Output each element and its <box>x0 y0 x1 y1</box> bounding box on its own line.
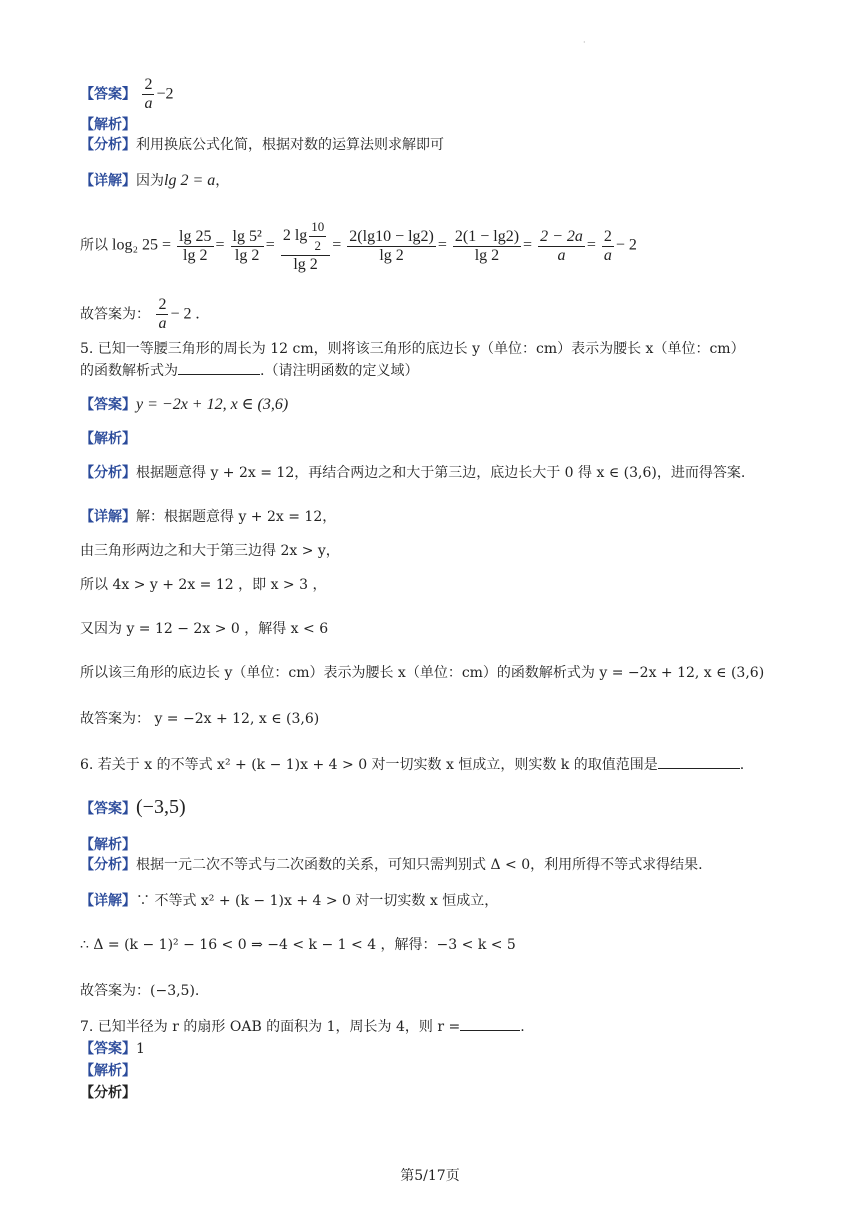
eq-frac-7: $\frac{2}{a}$ <box>603 227 612 264</box>
q6-stem-text: 6. 若关于 x 的不等式 x² + (k − 1)x + 4 > 0 对一切实数 x 恒成立，则实数 k 的取值范围是 <box>80 757 658 773</box>
detail-end: ， <box>215 173 230 189</box>
q5-detail <box>80 508 336 526</box>
answer-tag: 【答案】 <box>80 86 136 103</box>
so-prefix: 所以 <box>80 237 108 254</box>
fenxi-tag: 【分析】 <box>80 857 136 873</box>
eq-tail: − 2 <box>615 236 637 254</box>
q6-final: 故答案为：(−3,5). <box>80 983 200 999</box>
detail-prefix: 因为 <box>136 173 164 189</box>
analysis-tag: 【解析】 <box>80 837 136 853</box>
q5-step4: 所以该三角形的底边长 y（单位：cm）表示为腰长 x（单位：cm）的函数解析式为 y = −2x + 12, x ∈ (3,6) <box>80 665 765 681</box>
q5-stem-b: .（请注明函数的定义域） <box>260 363 419 379</box>
q4-equation: 所以 log₂ 25 = $\frac{\lg 25}{\lg 2}$ = $\frac{\text{lg 5²}}{\lg 2}$ = 2 lg $\frac{10}{2}$ lg 2 = $\frac{2(\lg 10 - \lg 2)}{\lg 2}$ = $\frac{2(1 - \lg 2)}{\lg 2}$ = $\frac{2 - 2a}{a}$ = $\frac{2}{a}$ − 2 <box>80 219 637 273</box>
eq-lhs: log₂ 25 = <box>112 236 172 254</box>
analysis-tag: 【解析】 <box>80 117 136 133</box>
q6-fenxi <box>80 856 703 874</box>
answer-text: 1 <box>136 1041 145 1057</box>
page-number: 第5/17页 <box>400 1168 460 1184</box>
q7-stem-text: 7. 已知半径为 r 的扇形 OAB 的面积为 1，周长为 4，则 r = <box>80 1019 461 1035</box>
fenxi-text: 利用换底公式化简，根据对数的运算法则求解即可 <box>136 137 444 153</box>
q6-stem-end: . <box>739 757 745 773</box>
q5-fenxi <box>80 464 745 482</box>
q4-analysis <box>80 116 136 134</box>
q6-stem <box>80 756 744 774</box>
q7-analysis <box>80 1062 136 1080</box>
q6-blank <box>658 768 740 769</box>
q7-answer <box>80 1040 145 1058</box>
fenxi-tag: 【分析】 <box>80 137 136 153</box>
final-prefix: 故答案为： <box>80 306 150 323</box>
fenxi-text: 根据一元二次不等式与二次函数的关系，可知只需判别式 Δ < 0，利用所得不等式求得结果. <box>136 857 703 873</box>
analysis-tag: 【解析】 <box>80 1063 136 1079</box>
eq-frac-4: $\frac{2(\lg 10 - \lg 2)}{\lg 2}$ <box>349 227 434 264</box>
q7-fenxi <box>80 1084 136 1102</box>
scan-dot: · <box>583 38 586 47</box>
q4-fenxi <box>80 136 444 154</box>
eq-frac-3: 2 lg $\frac{10}{2}$ lg 2 <box>281 218 330 274</box>
eq-frac-6: $\frac{2 - 2a}{a}$ <box>540 227 583 264</box>
answer-text: (−3,5) <box>136 796 186 818</box>
q5-step2: 所以 4x > y + 2x = 12 ，即 x > 3 ， <box>80 577 327 593</box>
eq-frac-1: $\frac{\lg 25}{\lg 2}$ <box>179 227 212 264</box>
detail-tag: 【详解】 <box>80 173 136 189</box>
fenxi-tag: 【分析】 <box>80 465 136 481</box>
answer-tag: 【答案】 <box>80 397 136 413</box>
final-fraction: $\frac{2}{a}$ <box>158 296 167 332</box>
answer-tail: −2 <box>156 85 174 103</box>
detail-math: lg 2 = a <box>164 172 216 189</box>
q5-stem-line1: 5. 已知一等腰三角形的周长为 12 cm，则将该三角形的底边长 y（单位：cm）表示为腰长 x（单位：cm） <box>80 341 745 357</box>
q5-analysis <box>80 430 136 448</box>
q7-stem-end: . <box>520 1019 525 1035</box>
q4-final <box>80 296 199 333</box>
answer-text: y = −2x + 12, x ∈ (3,6) <box>136 396 289 413</box>
fenxi-tag: 【分析】 <box>80 1085 136 1101</box>
answer-tag: 【答案】 <box>80 801 136 817</box>
q5-step1: 由三角形两边之和大于第三边得 2x > y， <box>80 543 340 559</box>
q6-step1: ∴ Δ = (k − 1)² − 16 < 0 ⇒ −4 < k − 1 < 4 ，解得：−3 < k < 5 <box>80 937 516 953</box>
eq-frac-2: $\frac{\text{lg 5²}}{\lg 2}$ <box>232 227 262 264</box>
q7-stem <box>80 1018 525 1036</box>
q6-analysis <box>80 836 136 854</box>
q5-stem-a: 的函数解析式为 <box>80 363 178 379</box>
detail-tag: 【详解】 <box>80 893 136 909</box>
final-tail: − 2 . <box>170 305 200 323</box>
detail-text: 解：根据题意得 y + 2x = 12， <box>136 509 337 525</box>
answer-fraction: $\frac{2}{a}$ <box>144 76 153 112</box>
fenxi-text: 根据题意得 y + 2x = 12，再结合两边之和大于第三边，底边长大于 0 得 x ∈ (3,6)，进而得答案. <box>136 465 746 481</box>
q6-detail <box>80 892 498 910</box>
eq-frac-5: $\frac{2(1 - \lg 2)}{\lg 2}$ <box>454 227 520 264</box>
q7-blank <box>460 1030 520 1031</box>
answer-tag: 【答案】 <box>80 1041 136 1057</box>
detail-tag: 【详解】 <box>80 509 136 525</box>
q5-stem-line2 <box>80 362 418 380</box>
q4-answer-line <box>80 76 173 113</box>
detail-text: ∵ 不等式 x² + (k − 1)x + 4 > 0 对一切实数 x 恒成立， <box>136 893 499 909</box>
q5-answer <box>80 396 288 414</box>
q4-detail <box>80 172 229 190</box>
q6-answer <box>80 798 186 818</box>
analysis-tag: 【解析】 <box>80 431 136 447</box>
q5-blank <box>178 374 260 375</box>
q5-step3: 又因为 y = 12 − 2x > 0 ，解得 x < 6 <box>80 621 329 637</box>
q5-final: 故答案为： y = −2x + 12, x ∈ (3,6) <box>80 711 320 727</box>
